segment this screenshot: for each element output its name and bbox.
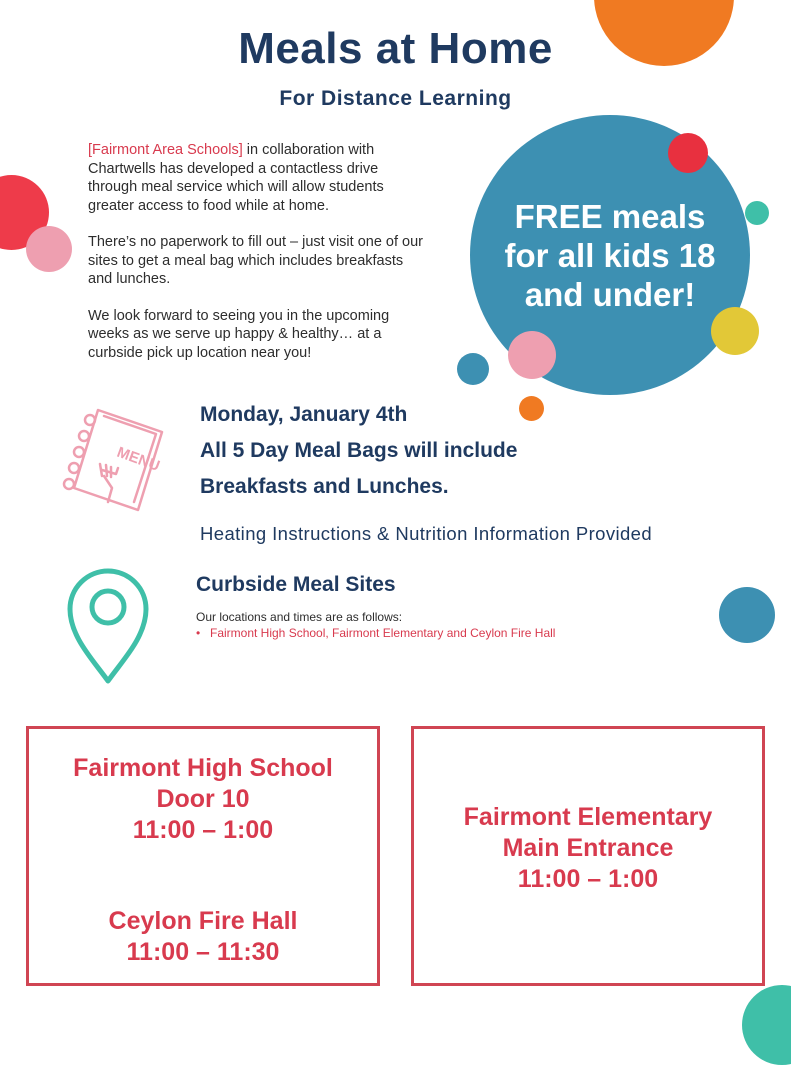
- promo-line-2: for all kids 18: [504, 237, 716, 274]
- high-school-name: Fairmont High School: [73, 754, 333, 782]
- elementary-name: Fairmont Elementary: [463, 803, 713, 831]
- decor-circle-pink-left: [26, 226, 72, 272]
- schedule-date: Monday, January 4th: [200, 403, 408, 426]
- decor-circle-teal-bottom: [742, 985, 791, 1065]
- decor-circle-blue-small: [457, 353, 489, 385]
- elementary-time: 11:00 – 1:00: [517, 865, 659, 893]
- menu-icon-label: MENU: [114, 443, 162, 475]
- page-title: Meals at Home: [238, 24, 553, 73]
- sites-title: Curbside Meal Sites: [196, 573, 396, 596]
- free-meals-text: [470, 197, 750, 314]
- intro-text: [88, 141, 428, 380]
- high-school-time: 11:00 – 1:00: [132, 816, 274, 844]
- heating-info: Heating Instructions & Nutrition Information Provided: [200, 523, 653, 544]
- schedule-line-3: Breakfasts and Lunches.: [200, 475, 449, 498]
- schedule-line-2: All 5 Day Meal Bags will include: [200, 439, 518, 462]
- page-subtitle: For Distance Learning: [279, 87, 512, 110]
- decor-circle-yellow: [711, 307, 759, 355]
- decor-circle-blue-right: [719, 587, 775, 643]
- sites-bullet: [196, 626, 555, 640]
- org-name: [Fairmont Area Schools]: [88, 142, 243, 158]
- high-school-block: [29, 753, 377, 846]
- schedule-block: [200, 397, 700, 505]
- decor-circle-pink: [508, 331, 556, 379]
- high-school-detail: Door 10: [156, 785, 250, 813]
- promo-line-3: and under!: [524, 276, 696, 313]
- intro-paragraph-3: We look forward to seeing you in the upcoming weeks as we serve up happy & healthy… at a curbside pick up location near you!: [88, 307, 390, 361]
- location-box-left: [26, 726, 380, 986]
- ceylon-time: 11:00 – 11:30: [126, 938, 280, 966]
- location-box-right: [411, 726, 765, 986]
- sites-bullet-text: Fairmont High School, Fairmont Elementary and Ceylon Fire Hall: [210, 626, 556, 640]
- intro-paragraph-2: There’s no paperwork to fill out – just visit one of our sites to get a meal bag which includes breakfasts and lunches.: [88, 234, 424, 287]
- intro-paragraph-1: [88, 141, 428, 215]
- ceylon-name: Ceylon Fire Hall: [108, 907, 298, 935]
- menu-notebook-icon: [60, 402, 170, 517]
- location-pin-icon: [64, 565, 152, 685]
- ceylon-block: [29, 906, 377, 968]
- decor-circle-red-small: [668, 133, 708, 173]
- intro-p1-text: in collaboration with Chartwells has developed a contactless drive through meal service which will allow students greater access to food while at home.: [88, 142, 384, 214]
- elementary-block: [414, 802, 762, 895]
- bullet-mark: •: [196, 626, 201, 640]
- elementary-detail: Main Entrance: [502, 834, 674, 862]
- promo-line-1: FREE meals: [514, 198, 706, 235]
- sites-subtitle: Our locations and times are as follows:: [196, 610, 403, 624]
